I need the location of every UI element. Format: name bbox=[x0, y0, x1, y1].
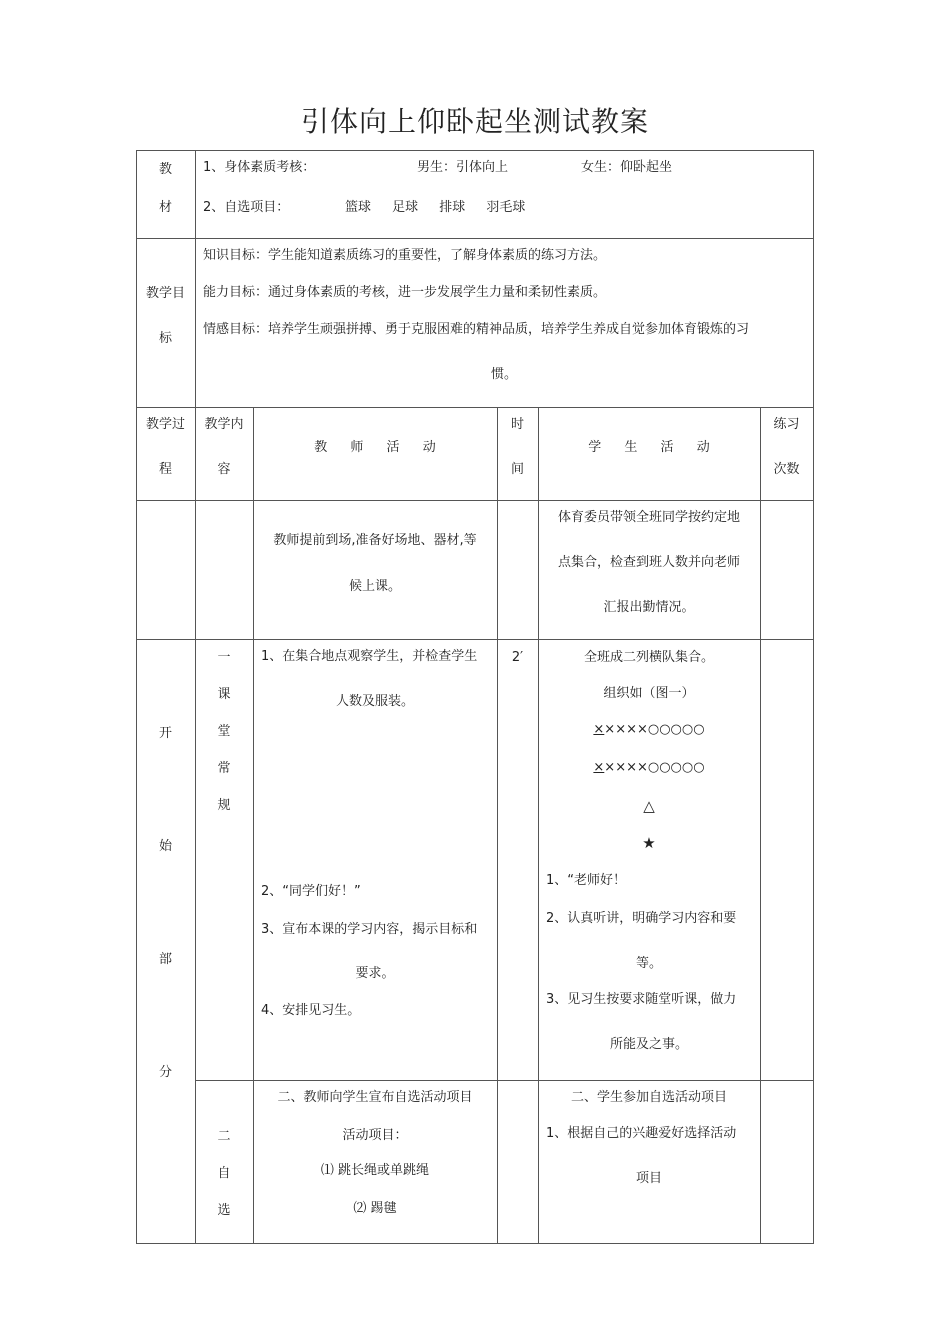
start-student-5b: 所能及之事。 bbox=[609, 1037, 688, 1052]
start-teacher-1: 1、在集合地点观察学生，并检查学生 bbox=[261, 649, 478, 664]
elective-teacher-1: 二、教师向学生宣布自选活动项目 bbox=[277, 1090, 473, 1105]
elective-teacher-4: ⑵ 踢毽 bbox=[353, 1201, 397, 1216]
goal-emotion-end: 惯。 bbox=[490, 367, 517, 382]
content-routine: 一 课 堂 常 规 bbox=[217, 650, 231, 813]
prep-student: 体育委员带领全班同学按约定地 点集合，检查到班人数并向老师 汇报出勤情况。 bbox=[557, 510, 740, 615]
elective-student-1: 二、学生参加自选活动项目 bbox=[570, 1090, 727, 1105]
content-elective: 二 自 选 bbox=[217, 1129, 231, 1218]
header-practice-count: 练习 次数 bbox=[773, 417, 800, 477]
goal-knowledge: 知识目标：学生能知道素质练习的重要性，了解身体素质的练习方法。 bbox=[203, 248, 607, 263]
goal-emotion: 情感目标：培养学生顽强拼搏、勇于克服困难的精神品质，培养学生养成自觉参加体育锻炼的习 bbox=[203, 322, 750, 337]
star-icon: ★ bbox=[642, 834, 656, 852]
formation-row-1: ×××××○○○○○ bbox=[593, 722, 705, 737]
page-title: 引体向上仰卧起坐测试教案 bbox=[300, 105, 649, 138]
start-student-4: 2、认真听讲，明确学习内容和要 bbox=[546, 911, 737, 926]
start-student-4b: 等。 bbox=[635, 956, 662, 971]
header-content: 教学内 容 bbox=[204, 417, 244, 477]
header-teacher-activity: 教 师 活 动 bbox=[314, 440, 436, 455]
formation-row-2: ×××××○○○○○ bbox=[593, 760, 705, 775]
materials-line-2: 2、自选项目： 篮球 足球 排球 羽毛球 bbox=[203, 200, 526, 215]
elective-teacher-3: ⑴ 跳长绳或单跳绳 bbox=[320, 1163, 430, 1178]
start-student-1: 全班成二列横队集合。 bbox=[583, 650, 714, 665]
start-teacher-2: 2、“同学们好！” bbox=[261, 884, 361, 899]
materials-line-1: 1、身体素质考核： 男生：引体向上 女生：仰卧起坐 bbox=[203, 160, 673, 175]
elective-student-3: 项目 bbox=[635, 1171, 662, 1186]
start-section-label: 开 始 部 分 bbox=[158, 726, 172, 1080]
prep-teacher: 教师提前到场,准备好场地、器材,等 候上课。 bbox=[273, 533, 477, 594]
goal-ability: 能力目标：通过身体素质的考核，进一步发展学生力量和柔韧性素质。 bbox=[203, 285, 607, 300]
start-teacher-1b: 人数及服装。 bbox=[335, 694, 414, 709]
header-process: 教学过 程 bbox=[145, 417, 185, 477]
start-time: 2′ bbox=[511, 650, 524, 665]
start-teacher-4: 4、安排见习生。 bbox=[261, 1003, 361, 1018]
start-student-3: 1、“老师好！ bbox=[546, 873, 627, 888]
header-student-activity: 学 生 活 动 bbox=[588, 440, 710, 455]
elective-teacher-2: 活动项目： bbox=[342, 1128, 408, 1143]
start-student-5: 3、见习生按要求随堂听课，做力 bbox=[546, 992, 737, 1007]
teacher-position-triangle-icon: △ bbox=[643, 797, 655, 815]
elective-student-2: 1、根据自己的兴趣爱好选择活动 bbox=[546, 1126, 737, 1141]
start-teacher-3: 3、宣布本课的学习内容，揭示目标和 bbox=[261, 922, 478, 937]
start-student-2: 组织如（图一） bbox=[603, 686, 695, 701]
header-time: 时 间 bbox=[510, 417, 524, 477]
goals-label: 教学目 标 bbox=[145, 286, 185, 346]
materials-label: 教 材 bbox=[158, 162, 172, 215]
start-teacher-3b: 要求。 bbox=[355, 966, 395, 981]
